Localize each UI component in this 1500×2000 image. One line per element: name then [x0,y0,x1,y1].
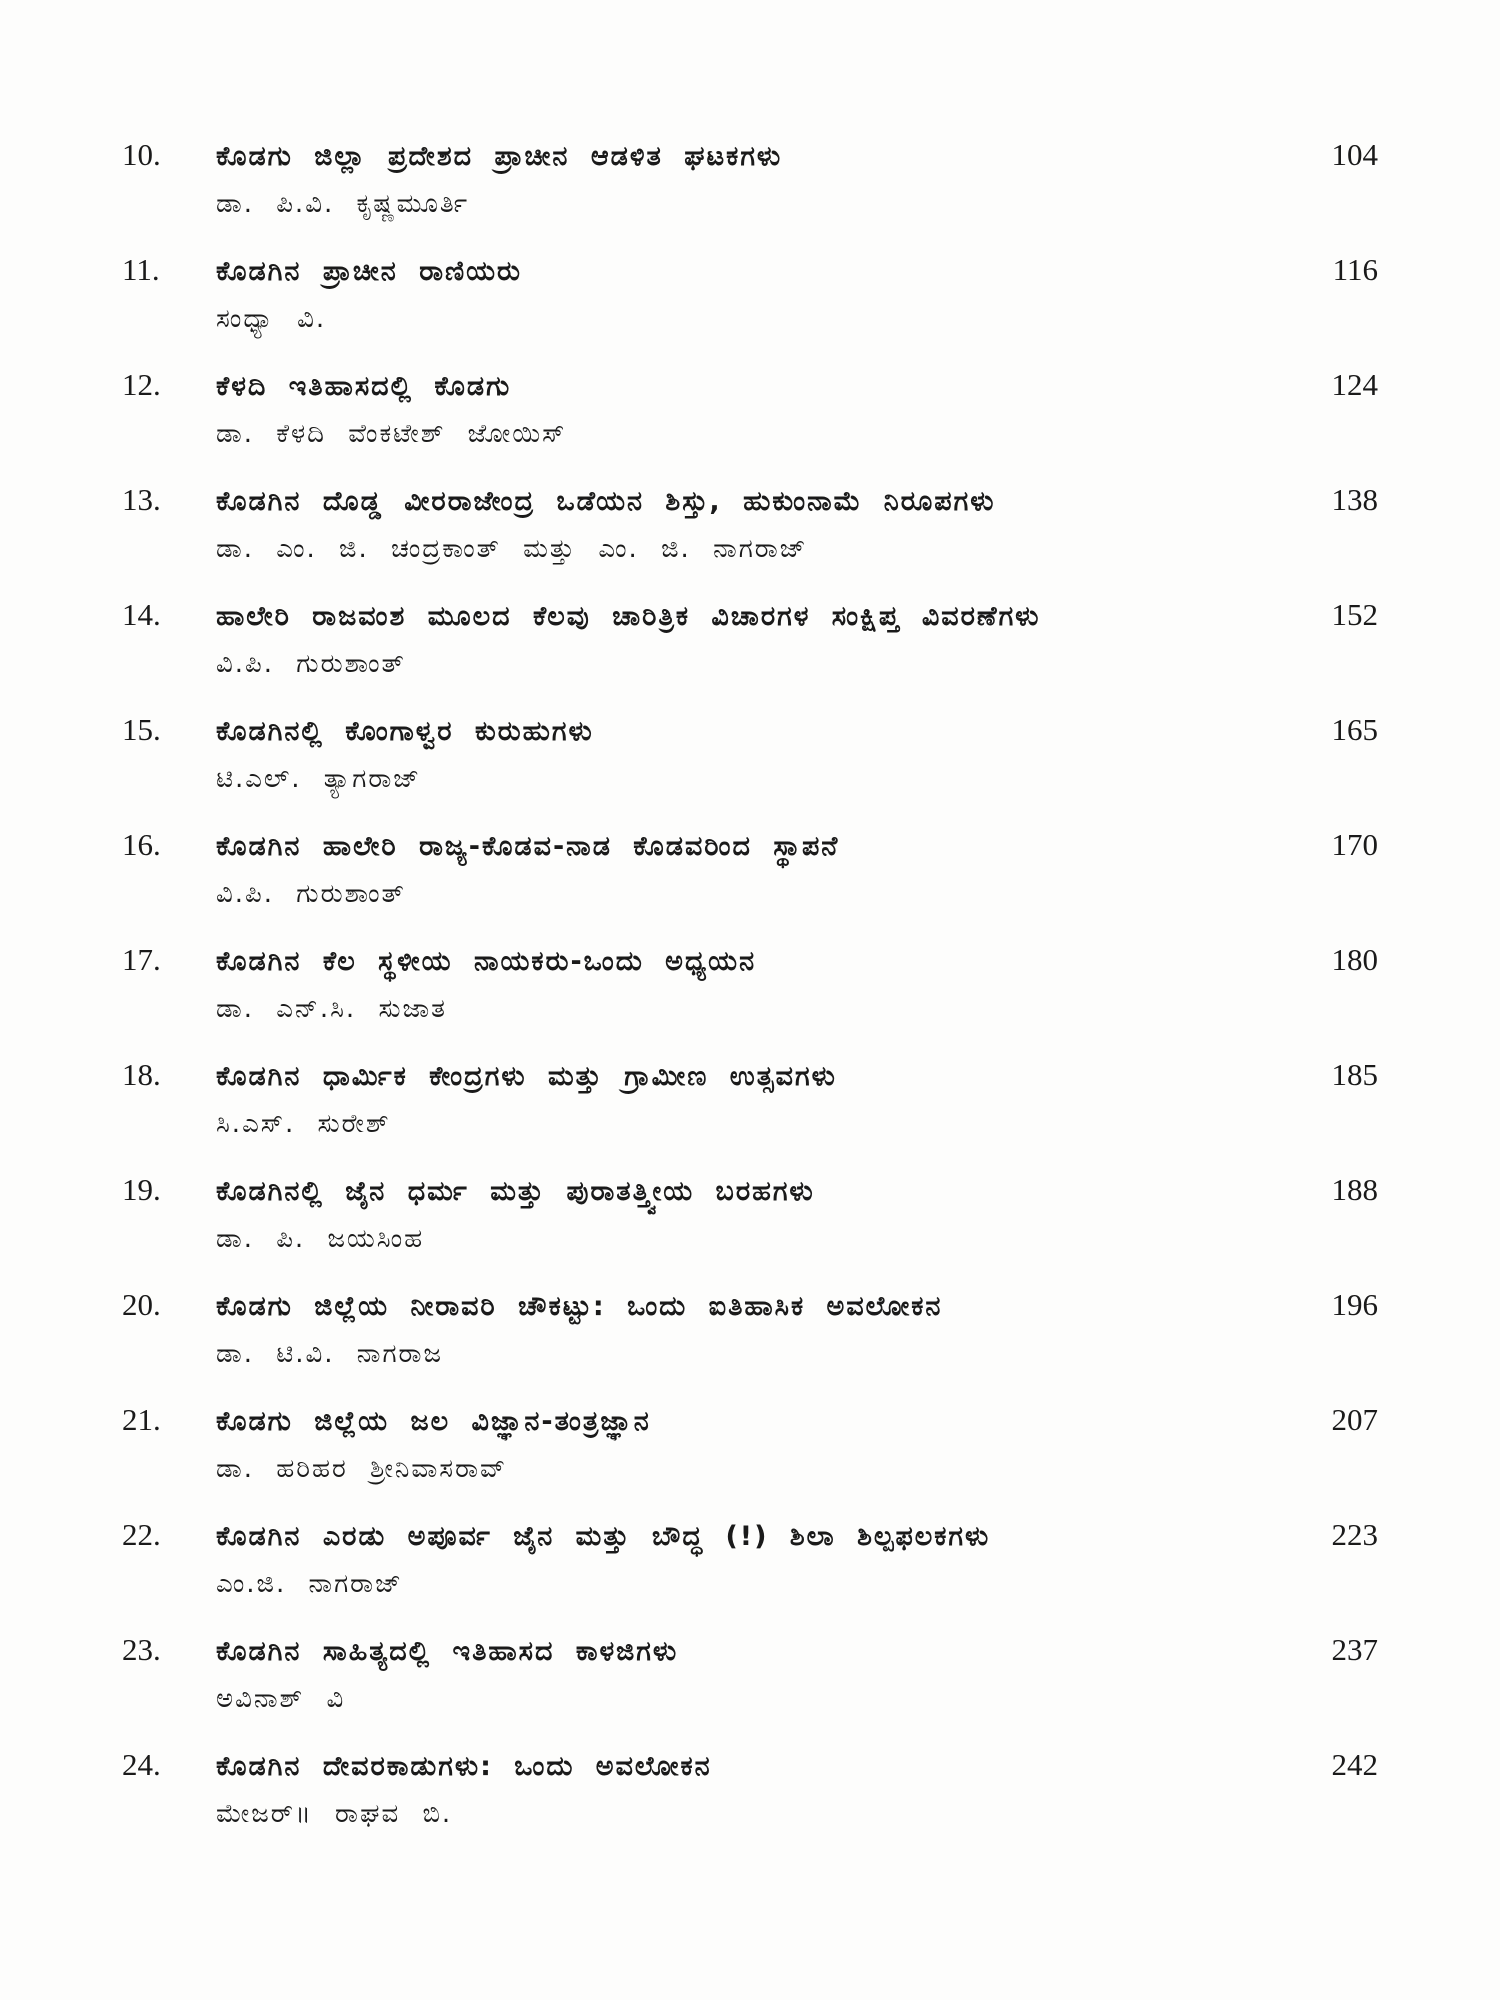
entry-title: ಕೊಡಗಿನ ಹಾಲೇರಿ ರಾಜ್ಯ-ಕೊಡವ-ನಾಡ ಕೊಡವರಿಂದ ಸ್ಥಾಪನೆ [216,831,840,862]
entry-number: 21. [122,1402,161,1437]
entry-page-number: 185 [1331,1057,1378,1092]
entry-number: 20. [122,1287,161,1322]
entry-number: 18. [122,1057,161,1092]
entry-number: 22. [122,1517,161,1552]
entry-title: ಕೊಡಗಿನ ಸಾಹಿತ್ಯದಲ್ಲಿ ಇತಿಹಾಸದ ಕಾಳಜಿಗಳು [216,1636,679,1667]
entry-page-number: 196 [1331,1287,1378,1322]
entry-author: ಮೇಜರ್॥ ರಾಘವ ಬಿ. [216,1799,453,1829]
entry-author: ವಿ.ಪಿ. ಗುರುಶಾಂತ್ [216,649,406,679]
entry-page-number: 104 [1331,137,1378,172]
toc-entry [122,1623,1382,1738]
entry-number: 16. [122,827,161,862]
entry-number: 12. [122,367,161,402]
entry-title: ಕೊಡಗಿನ ಧಾರ್ಮಿಕ ಕೇಂದ್ರಗಳು ಮತ್ತು ಗ್ರಾಮೀಣ ಉತ್ಸವಗಳು [216,1061,837,1092]
entry-number: 14. [122,597,161,632]
toc-entry [122,933,1382,1048]
entry-page-number: 124 [1331,367,1378,402]
toc-entry [122,1278,1382,1393]
entry-page-number: 165 [1331,712,1378,747]
toc-entry [122,1508,1382,1623]
entry-number: 19. [122,1172,161,1207]
entry-title: ಕೊಡಗಿನಲ್ಲಿ ಕೊಂಗಾಳ್ವರ ಕುರುಹುಗಳು [216,716,594,747]
toc-entry [122,473,1382,588]
entry-author: ಸಿ.ಎಸ್. ಸುರೇಶ್ [216,1109,391,1139]
toc-entry [122,588,1382,703]
entry-author: ಡಾ. ಹರಿಹರ ಶ್ರೀನಿವಾಸರಾವ್ [216,1454,508,1484]
toc-entry [122,703,1382,818]
toc-entry [122,1048,1382,1163]
entry-author: ಡಾ. ಪಿ. ಜಯಸಿಂಹ [216,1224,425,1254]
entry-title: ಕೊಡಗಿನ ಎರಡು ಅಪೂರ್ವ ಜೈನ ಮತ್ತು ಬೌದ್ಧ (!) ಶಿಲಾ ಶಿಲ್ಪಫಲಕಗಳು [216,1521,991,1552]
entry-title: ಕೆಳದಿ ಇತಿಹಾಸದಲ್ಲಿ ಕೊಡಗು [216,371,512,402]
toc-entry [122,128,1382,243]
toc-entry [122,1163,1382,1278]
entry-page-number: 242 [1331,1747,1378,1782]
entry-title: ಕೊಡಗಿನ ಕೆಲ ಸ್ಥಳೀಯ ನಾಯಕರು-ಒಂದು ಅಧ್ಯಯನ [216,946,757,977]
entry-page-number: 188 [1331,1172,1378,1207]
entry-number: 10. [122,137,161,172]
entry-page-number: 180 [1331,942,1378,977]
entry-number: 17. [122,942,161,977]
entry-page-number: 223 [1331,1517,1378,1552]
entry-page-number: 237 [1331,1632,1378,1667]
entry-title: ಕೊಡಗು ಜಿಲ್ಲಾ ಪ್ರದೇಶದ ಪ್ರಾಚೀನ ಆಡಳಿತ ಘಟಕಗಳು [216,141,783,172]
toc-entry [122,818,1382,933]
entry-number: 23. [122,1632,161,1667]
entry-title: ಕೊಡಗಿನ ದೊಡ್ಡ ವೀರರಾಜೇಂದ್ರ ಒಡೆಯನ ಶಿಸ್ತು, ಹುಕುಂನಾಮೆ ನಿರೂಪಗಳು [216,486,996,517]
entry-page-number: 152 [1331,597,1378,632]
entry-title: ಕೊಡಗಿನ ಪ್ರಾಚೀನ ರಾಣಿಯರು [216,256,522,287]
table-of-contents [122,128,1382,1853]
entry-page-number: 207 [1331,1402,1378,1437]
entry-title: ಹಾಲೇರಿ ರಾಜವಂಶ ಮೂಲದ ಕೆಲವು ಚಾರಿತ್ರಿಕ ವಿಚಾರಗಳ ಸಂಕ್ಷಿಪ್ತ ವಿವರಣೆಗಳು [216,601,1041,632]
entry-page-number: 116 [1332,252,1378,287]
toc-entry [122,1393,1382,1508]
entry-author: ಡಾ. ಪಿ.ವಿ. ಕೃಷ್ಣಮೂರ್ತಿ [216,189,470,219]
entry-number: 13. [122,482,161,517]
entry-author: ಡಾ. ಎಂ. ಜಿ. ಚಂದ್ರಕಾಂತ್ ಮತ್ತು ಎಂ. ಜಿ. ನಾಗರಾಜ್ [216,534,808,564]
toc-entry [122,358,1382,473]
entry-page-number: 170 [1331,827,1378,862]
entry-title: ಕೊಡಗಿನ ದೇವರಕಾಡುಗಳು: ಒಂದು ಅವಲೋಕನ [216,1751,712,1782]
entry-title: ಕೊಡಗು ಜಿಲ್ಲೆಯ ಜಲ ವಿಜ್ಞಾನ-ತಂತ್ರಜ್ಞಾನ [216,1406,651,1437]
entry-number: 15. [122,712,161,747]
entry-author: ಡಾ. ಟಿ.ವಿ. ನಾಗರಾಜ [216,1339,443,1369]
entry-author: ಡಾ. ಎನ್.ಸಿ. ಸುಜಾತ [216,994,447,1024]
entry-author: ಅವಿನಾಶ್ ವಿ [216,1684,346,1714]
entry-author: ಡಾ. ಕೆಳದಿ ವೆಂಕಟೇಶ್ ಜೋಯಿಸ್ [216,419,567,449]
entry-number: 24. [122,1747,161,1782]
entry-author: ವಿ.ಪಿ. ಗುರುಶಾಂತ್ [216,879,406,909]
entry-title: ಕೊಡಗಿನಲ್ಲಿ ಜೈನ ಧರ್ಮ ಮತ್ತು ಪುರಾತತ್ತ್ವೀಯ ಬರಹಗಳು [216,1176,815,1207]
entry-author: ಎಂ.ಜಿ. ನಾಗರಾಜ್ [216,1569,404,1599]
entry-number: 11. [122,252,160,287]
toc-entry [122,1738,1382,1853]
entry-author: ಸಂಧ್ಯಾ ವಿ. [216,304,327,334]
entry-page-number: 138 [1331,482,1378,517]
entry-author: ಟಿ.ಎಲ್. ತ್ಯಾಗರಾಜ್ [216,764,422,794]
entry-title: ಕೊಡಗು ಜಿಲ್ಲೆಯ ನೀರಾವರಿ ಚೌಕಟ್ಟು: ಒಂದು ಐತಿಹಾಸಿಕ ಅವಲೋಕನ [216,1291,943,1322]
toc-entry [122,243,1382,358]
